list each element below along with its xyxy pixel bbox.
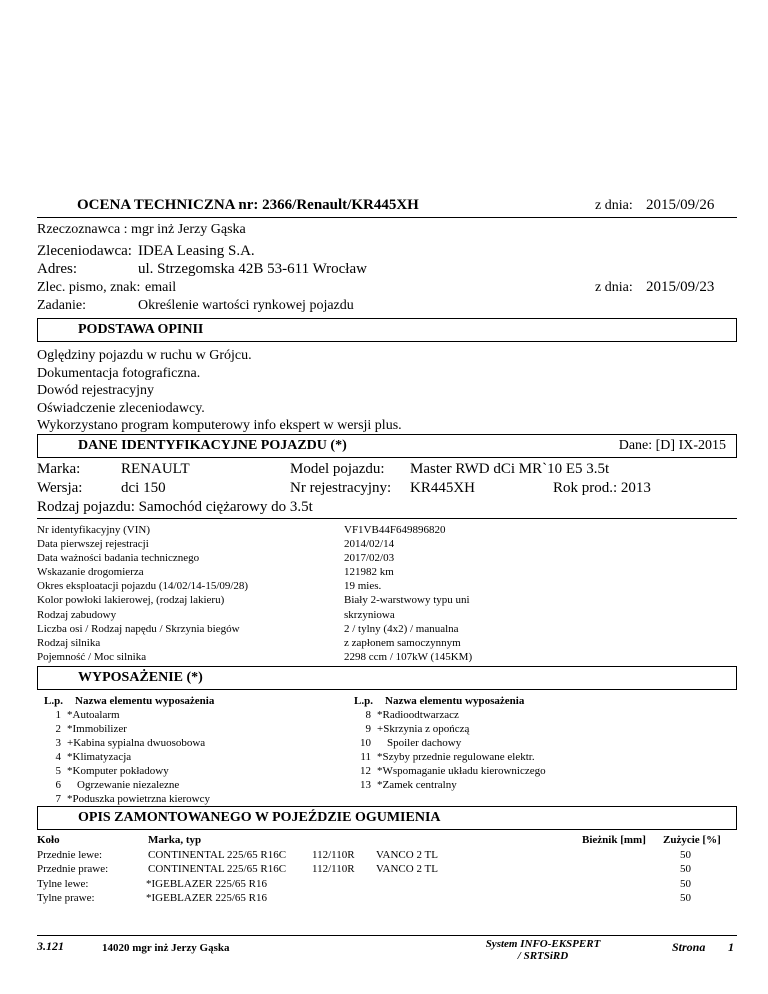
column-wear: Zużycie [%] bbox=[663, 834, 721, 846]
vehicle-type: Rodzaj pojazdu: Samochód ciężarowy do 3.5t bbox=[37, 499, 313, 515]
equipment-section-header bbox=[37, 666, 737, 690]
equipment-table-right bbox=[354, 694, 546, 792]
list-item: 12 *Wspomaganie układu kierowniczego bbox=[360, 765, 546, 777]
basis-line: Oświadczenie zleceniodawcy. bbox=[37, 400, 205, 416]
tires-title: OPIS ZAMONTOWANEGO W POJEŹDZIE OGUMIENIA bbox=[78, 810, 441, 825]
detail-value: 19 mies. bbox=[344, 580, 382, 593]
footer-system-line: / SRTSiRD bbox=[517, 950, 569, 962]
make-label: Marka: bbox=[37, 461, 81, 477]
detail-label: Wskazanie drogomierza bbox=[37, 566, 144, 579]
model-label: Model pojazdu: bbox=[290, 461, 385, 477]
data-version: Dane: [D] IX-2015 bbox=[618, 438, 726, 453]
footer-version: 3.121 bbox=[37, 939, 64, 953]
list-item: 6 Ogrzewanie niezalezne bbox=[55, 779, 180, 791]
detail-label: Rodzaj silnika bbox=[37, 636, 101, 649]
address-label: Adres: bbox=[37, 261, 77, 277]
tire-index: 112/110R bbox=[312, 863, 355, 876]
tire-wear: 50 bbox=[680, 877, 691, 890]
client-value: IDEA Leasing S.A. bbox=[138, 243, 255, 259]
tire-wheel: Tylne prawe: bbox=[37, 891, 95, 904]
task-value: Określenie wartości rynkowej pojazdu bbox=[138, 298, 354, 313]
column-lp: L.p. bbox=[44, 695, 63, 707]
list-item: 4 *Klimatyzacja bbox=[55, 751, 132, 763]
version-label: Wersja: bbox=[37, 480, 83, 496]
task-label: Zadanie: bbox=[37, 298, 86, 313]
equipment-right-list bbox=[354, 694, 546, 792]
tire-model-list bbox=[376, 848, 438, 877]
footer-author: 14020 mgr inż Jerzy Gąska bbox=[102, 942, 230, 954]
list-item: 2 *Immobilizer bbox=[55, 723, 127, 735]
detail-label: Okres eksploatacji pojazdu (14/02/14-15/09/28) bbox=[37, 580, 249, 593]
footer-system bbox=[478, 938, 608, 962]
detail-value: z zapłonem samoczynnym bbox=[344, 636, 461, 649]
tire-model: VANCO 2 TL bbox=[376, 849, 438, 861]
detail-label: Data ważności badania technicznego bbox=[37, 552, 200, 565]
client-label: Zleceniodawca: bbox=[37, 243, 132, 259]
document-title: OCENA TECHNICZNA nr: 2366/Renault/KR445XH bbox=[77, 197, 419, 213]
date-value: 2015/09/26 bbox=[646, 197, 715, 213]
registration-label: Nr rejestracyjny: bbox=[290, 480, 392, 496]
detail-value: 2017/02/03 bbox=[344, 552, 395, 565]
list-item: 13 *Zamek centralny bbox=[360, 779, 457, 791]
production-year: Rok prod.: 2013 bbox=[553, 480, 651, 496]
column-tread: Bieżnik [mm] bbox=[582, 834, 646, 846]
detail-label: Data pierwszej rejestracji bbox=[37, 538, 149, 551]
date-label: z dnia: bbox=[595, 198, 633, 213]
tire-wheel: Tylne lewe: bbox=[37, 877, 89, 890]
tire-brand: *IGEBLAZER 225/65 R16 bbox=[146, 877, 267, 890]
equipment-title: WYPOSAŻENIE (*) bbox=[78, 670, 203, 685]
vehicle-details-values bbox=[344, 523, 472, 664]
column-name: Nazwa elementu wyposażenia bbox=[385, 695, 525, 707]
model-value: Master RWD dCi MR`10 E5 3.5t bbox=[410, 461, 610, 477]
footer-system-line: System INFO-EKSPERT bbox=[485, 938, 601, 950]
tire-wear-list bbox=[680, 848, 691, 905]
list-item: 1 *Autoalarm bbox=[55, 709, 120, 721]
order-value: email bbox=[145, 280, 177, 295]
column-brand: Marka, typ bbox=[148, 834, 202, 846]
detail-label: Kolor powłoki lakierowej, (rodzaj lakieru) bbox=[37, 594, 225, 607]
equipment-table-left bbox=[44, 694, 214, 806]
tire-wear: 50 bbox=[680, 891, 691, 904]
registration-value: KR445XH bbox=[410, 480, 476, 496]
tire-wear: 50 bbox=[680, 849, 691, 861]
equipment-left-list bbox=[44, 694, 214, 806]
detail-value: 121982 km bbox=[344, 566, 394, 579]
detail-value: skrzyniowa bbox=[344, 608, 395, 621]
basis-line: Oględziny pojazdu w ruchu w Grójcu. bbox=[37, 348, 252, 363]
list-item: 3 +Kabina sypialna dwuosobowa bbox=[55, 737, 206, 749]
list-item: 9 +Skrzynia z opończą bbox=[365, 723, 470, 735]
vehicle-divider bbox=[37, 518, 737, 519]
tire-wheel-list bbox=[37, 848, 108, 905]
tire-brand: CONTINENTAL 225/65 R16C bbox=[148, 849, 287, 861]
detail-label: Liczba osi / Rodzaj napędu / Skrzynia biegów bbox=[37, 622, 240, 635]
make-value: RENAULT bbox=[121, 461, 190, 477]
tire-wear: 50 bbox=[680, 863, 691, 876]
column-lp: L.p. bbox=[354, 695, 373, 707]
basis-section-header bbox=[37, 318, 737, 342]
order-date-value: 2015/09/23 bbox=[646, 279, 715, 295]
detail-value: Biały 2-warstwowy typu uni bbox=[344, 594, 470, 607]
list-item: 8 *Radioodtwarzacz bbox=[365, 709, 459, 721]
vehicle-details-labels bbox=[37, 523, 248, 664]
column-wheel: Koło bbox=[37, 834, 60, 846]
tires-section-header bbox=[37, 806, 737, 830]
vehicle-id-title: DANE IDENTYFIKACYJNE POJAZDU (*) bbox=[78, 438, 347, 453]
detail-label: Nr identyfikacyjny (VIN) bbox=[37, 524, 151, 536]
tire-index-list bbox=[312, 848, 355, 877]
list-item: 11 *Szyby przednie regulowane elektr. bbox=[360, 751, 535, 763]
tire-model: VANCO 2 TL bbox=[376, 863, 438, 876]
expert-line: Rzeczoznawca : mgr inż Jerzy Gąska bbox=[37, 222, 246, 237]
detail-value: 2 / tylny (4x2) / manualna bbox=[344, 622, 459, 635]
detail-value: 2014/02/14 bbox=[344, 538, 395, 551]
address-value: ul. Strzegomska 42B 53-611 Wrocław bbox=[138, 261, 367, 277]
order-label: Zlec. pismo, znak: bbox=[37, 280, 141, 295]
footer-divider bbox=[37, 935, 737, 936]
list-item: 7 *Poduszka powietrzna kierowcy bbox=[55, 793, 210, 805]
basis-line: Dokumentacja fotograficzna. bbox=[37, 365, 201, 381]
header-divider bbox=[37, 217, 737, 218]
order-date-label: z dnia: bbox=[595, 280, 633, 295]
tire-wheel: Przednie lewe: bbox=[37, 849, 103, 861]
detail-value: 2298 ccm / 107kW (145KM) bbox=[344, 650, 473, 663]
basis-line: Dowód rejestracyjny bbox=[37, 383, 155, 399]
list-item: 10 Spoiler dachowy bbox=[360, 737, 462, 749]
detail-label: Pojemność / Moc silnika bbox=[37, 650, 147, 663]
basis-line: Wykorzystano program komputerowy info ekspert w wersji plus. bbox=[37, 418, 402, 434]
tire-wheel: Przednie prawe: bbox=[37, 863, 109, 876]
detail-value: VF1VB44F649896820 bbox=[344, 524, 446, 536]
column-name: Nazwa elementu wyposażenia bbox=[75, 695, 215, 707]
footer-page-label: Strona bbox=[672, 940, 706, 954]
tire-index: 112/110R bbox=[312, 849, 355, 861]
basis-list bbox=[37, 347, 402, 435]
tire-brand: *IGEBLAZER 225/65 R16 bbox=[146, 891, 267, 904]
tire-brand-list bbox=[146, 848, 286, 905]
footer-page-number: 1 bbox=[728, 940, 734, 954]
detail-label: Rodzaj zabudowy bbox=[37, 608, 117, 621]
basis-title: PODSTAWA OPINII bbox=[78, 322, 204, 337]
version-value: dci 150 bbox=[121, 480, 166, 496]
list-item: 5 *Komputer pokładowy bbox=[55, 765, 169, 777]
tire-brand: CONTINENTAL 225/65 R16C bbox=[148, 863, 287, 876]
vehicle-id-section-header bbox=[37, 434, 737, 458]
